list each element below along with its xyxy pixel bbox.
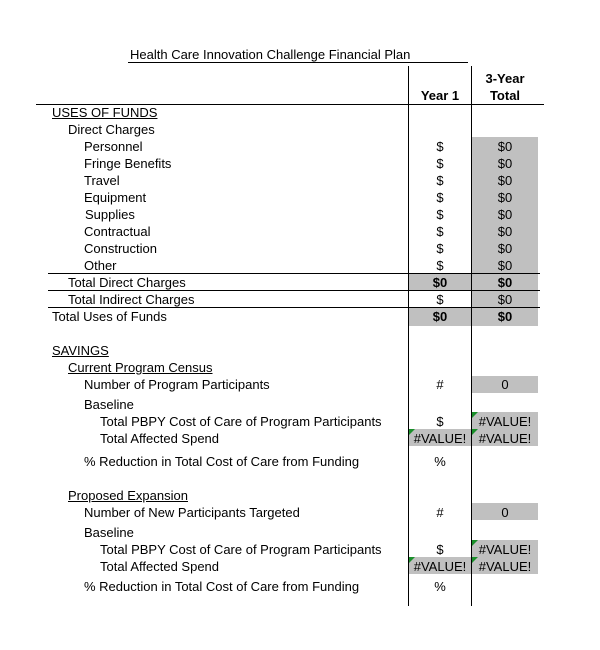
census-participants-total: 0 [501, 377, 509, 392]
item-year1-equipment: $ [436, 190, 444, 205]
total-uses-total: $0 [497, 309, 513, 324]
expansion-reduction-label: % Reduction in Total Cost of Care from Funding [84, 579, 360, 594]
item-total-travel: $0 [497, 173, 513, 188]
expansion-baseline-label: Baseline [84, 525, 134, 540]
uses-heading: USES OF FUNDS [52, 105, 158, 120]
expansion-participants-label: Number of New Participants Targeted [84, 505, 300, 520]
expansion-reduction-year1: % [434, 579, 446, 594]
item-label-fringe-benefits: Fringe Benefits [84, 156, 172, 171]
expansion-pbpy-total: #VALUE! [478, 542, 532, 557]
census-affected-label: Total Affected Spend [100, 431, 220, 446]
census-reduction-label: % Reduction in Total Cost of Care from Funding [84, 454, 360, 469]
column-header-year1: Year 1 [420, 88, 460, 103]
census-affected-year1: #VALUE! [413, 431, 467, 446]
item-total-supplies: $0 [497, 207, 513, 222]
savings-heading: SAVINGS [52, 343, 109, 358]
census-affected-total: #VALUE! [478, 431, 532, 446]
total-uses-year1: $0 [432, 309, 448, 324]
item-total-construction: $0 [497, 241, 513, 256]
item-total-contractual: $0 [497, 224, 513, 239]
item-year1-personnel: $ [436, 139, 444, 154]
census-participants-label: Number of Program Participants [84, 377, 270, 392]
item-year1-contractual: $ [436, 224, 444, 239]
item-year1-fringe-benefits: $ [436, 156, 444, 171]
item-label-supplies: Supplies [85, 207, 135, 222]
census-reduction-year1: % [434, 454, 446, 469]
total-indirect-total: $0 [497, 292, 513, 307]
census-heading: Current Program Census [68, 360, 213, 375]
expansion-participants-total: 0 [501, 505, 509, 520]
item-total-fringe-benefits: $0 [497, 156, 513, 171]
total-uses-label: Total Uses of Funds [52, 309, 167, 324]
column-header-total-line2: Total [489, 88, 521, 103]
column-header-total-line1: 3-Year [485, 71, 525, 86]
item-total-equipment: $0 [497, 190, 513, 205]
expansion-affected-label: Total Affected Spend [100, 559, 220, 574]
item-label-personnel: Personnel [84, 139, 143, 154]
item-total-personnel: $0 [497, 139, 513, 154]
census-pbpy-label: Total PBPY Cost of Care of Program Participants [100, 414, 382, 429]
item-label-construction: Construction [84, 241, 157, 256]
item-year1-other: $ [436, 258, 444, 273]
item-label-equipment: Equipment [84, 190, 147, 205]
total-direct-year1: $0 [432, 275, 448, 290]
census-pbpy-year1: $ [436, 414, 444, 429]
census-participants-year1: # [436, 377, 444, 392]
total-direct-label: Total Direct Charges [68, 275, 186, 290]
expansion-affected-total: #VALUE! [478, 559, 532, 574]
direct-charges-heading: Direct Charges [68, 122, 155, 137]
item-total-other: $0 [497, 258, 513, 273]
expansion-pbpy-label: Total PBPY Cost of Care of Program Participants [100, 542, 382, 557]
expansion-heading: Proposed Expansion [68, 488, 188, 503]
expansion-affected-year1: #VALUE! [413, 559, 467, 574]
total-indirect-year1: $ [436, 292, 444, 307]
total-direct-total: $0 [497, 275, 513, 290]
item-year1-construction: $ [436, 241, 444, 256]
census-baseline-label: Baseline [84, 397, 134, 412]
census-pbpy-total: #VALUE! [478, 414, 532, 429]
expansion-pbpy-year1: $ [436, 542, 444, 557]
item-label-travel: Travel [84, 173, 120, 188]
sheet-title: Health Care Innovation Challenge Financial Plan [130, 47, 411, 62]
item-label-other: Other [84, 258, 117, 273]
item-year1-supplies: $ [436, 207, 444, 222]
item-label-contractual: Contractual [84, 224, 151, 239]
total-indirect-label: Total Indirect Charges [68, 292, 195, 307]
item-year1-travel: $ [436, 173, 444, 188]
title-underline [128, 62, 468, 63]
expansion-participants-year1: # [436, 505, 444, 520]
